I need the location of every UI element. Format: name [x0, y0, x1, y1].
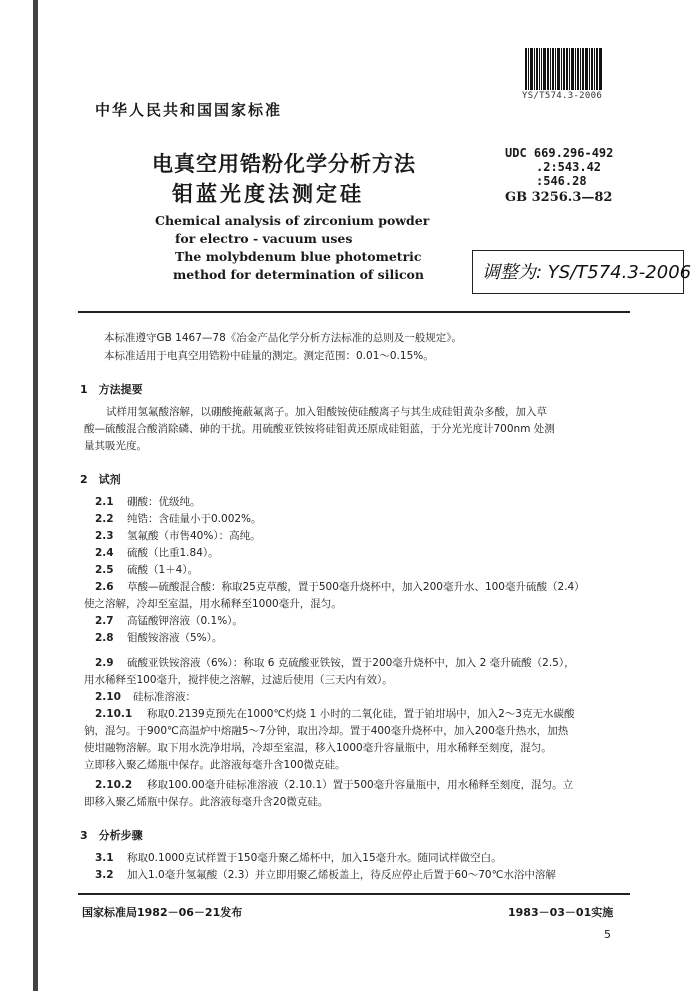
item-number: 2.4 — [95, 547, 114, 559]
item-text: 氢氟酸（市售40%）：高纯。 — [127, 530, 261, 542]
item-number: 2.8 — [95, 632, 114, 644]
item-text: 称取0.1000克试样置于150毫升聚乙烯杯中，加入15毫升水。随同试样做空白。 — [127, 852, 502, 864]
item-text: 高锰酸钾溶液（0.1%）。 — [127, 615, 243, 627]
reagent-item — [95, 613, 243, 630]
item-text: 纯锆：含硅量小于0.002%。 — [127, 513, 262, 525]
page-number: 5 — [604, 928, 611, 941]
item-text: 草酸—硫酸混合酸：称取25克草酸，置于500毫升烧杯中，加入200毫升水、100毫升硫酸（2.4） — [127, 581, 585, 593]
section-1-heading: 1 方法提要 — [80, 383, 143, 396]
item-number: 2.5 — [95, 564, 114, 576]
section-1-line-2: 酸—硫酸混合酸消除磷、砷的干扰。用硫酸亚铁铵将硅钼黄还原成硅钼蓝，于分光光度计700nm 处测 — [84, 423, 555, 435]
intro-line-1: 本标准遵守GB 1467—78《冶金产品化学分析方法标准的总则及一般规定》。 — [104, 332, 463, 344]
scan-edge-line — [33, 0, 38, 991]
title-chinese-line-1: 电真空用锆粉化学分析方法 — [152, 152, 416, 176]
item-number: 2.1 — [95, 496, 114, 508]
reagent-item — [95, 528, 261, 545]
section-1-line-3: 量其吸光度。 — [84, 440, 147, 452]
item-text-continued: 用水稀释至100毫升，搅拌使之溶解，过滤后使用（三天内有效）。 — [84, 674, 393, 686]
implementation-date: 1983－03－01实施 — [508, 906, 614, 919]
item-number: 2.10.2 — [95, 779, 133, 791]
item-text: 移取100.00毫升硅标准溶液（2.10.1）置于500毫升容量瓶中，用水稀释至刻度，混匀。立 — [147, 779, 574, 791]
item-text: 硅标准溶液： — [133, 691, 196, 703]
udc-line-2: .2:543.42 — [536, 160, 602, 174]
section-1-line-1: 试样用氢氟酸溶解，以硼酸掩蔽氟离子。加入钼酸铵使硅酸离子与其生成硅钼黄杂多酸，加入草 — [106, 406, 547, 418]
issue-date: 国家标准局1982－06－21发布 — [82, 906, 243, 919]
item-text-continued: 立即移入聚乙烯瓶中保存。此溶液每毫升含100微克硅。 — [84, 759, 346, 771]
section-3-heading: 3 分析步骤 — [80, 829, 143, 842]
item-text-continued: 使坩融物溶解。取下用水洗净坩埚，冷却至室温，移入1000毫升容量瓶中，用水稀释至刻度，混匀。 — [84, 742, 552, 754]
item-text: 钼酸铵溶液（5%）。 — [127, 632, 223, 644]
reagent-item — [95, 545, 219, 562]
adjusted-standard-handwriting: 调整为: YS/T574.3-2006 — [482, 262, 692, 283]
udc-line-1: UDC 669.296-492 — [505, 146, 614, 160]
item-number: 2.6 — [95, 581, 114, 593]
item-text-continued: 使之溶解，冷却至室温，用水稀释至1000毫升，混匀。 — [84, 598, 342, 610]
item-text: 硫酸（1＋4）。 — [127, 564, 199, 576]
item-number: 2.3 — [95, 530, 114, 542]
item-text: 硫酸亚铁铵溶液（6%）：称取 6 克硫酸亚铁铵，置于200毫升烧杯中，加入 2 毫升硫酸（2.5）， — [127, 657, 575, 669]
footer-divider — [78, 893, 630, 895]
gb-code: GB 3256.3—82 — [505, 190, 613, 205]
reagent-item — [95, 706, 574, 723]
procedure-item — [95, 850, 502, 867]
issuing-agency: 中华人民共和国国家标准 — [95, 101, 283, 119]
reagent-item — [95, 777, 573, 794]
item-text: 加入1.0毫升氢氟酸（2.3）并立即用聚乙烯板盖上，待反应停止后置于60～70℃水浴中溶解 — [127, 869, 556, 881]
intro-line-2: 本标准适用于电真空用锆粉中硅量的测定。测定范围：0.01～0.15%。 — [104, 350, 434, 362]
barcode-image — [525, 48, 617, 90]
title-english-line-2: for electro - vacuum uses — [175, 231, 353, 246]
item-number: 3.2 — [95, 869, 114, 881]
reagent-item — [95, 562, 198, 579]
item-number: 2.9 — [95, 657, 114, 669]
udc-line-3: :546.28 — [536, 174, 587, 188]
item-number: 2.2 — [95, 513, 114, 525]
title-chinese-line-2: 钼蓝光度法测定硅 — [172, 182, 364, 206]
item-text: 称取0.2139克预先在1000℃灼烧 1 小时的二氧化硅，置于铂坩埚中，加入2～3克无水碳酸 — [147, 708, 575, 720]
reagent-item — [95, 689, 196, 706]
item-text: 硫酸（比重1.84）。 — [127, 547, 219, 559]
header-divider — [78, 311, 630, 313]
reagent-item — [95, 511, 262, 528]
item-text: 硼酸：优级纯。 — [127, 496, 201, 508]
reagent-item — [95, 579, 585, 596]
item-text-continued: 钠，混匀。于900℃高温炉中熔融5～7分钟，取出冷却。置于400毫升烧杯中，加入200毫升热水，加热 — [84, 725, 569, 737]
reagent-item — [95, 655, 575, 672]
item-text-continued: 即移入聚乙烯瓶中保存。此溶液每毫升含20微克硅。 — [84, 796, 329, 808]
item-number: 3.1 — [95, 852, 114, 864]
item-number: 2.10 — [95, 691, 121, 703]
title-english-line-1: Chemical analysis of zirconium powder — [155, 213, 430, 228]
section-2-heading: 2 试剂 — [80, 473, 121, 486]
item-number: 2.10.1 — [95, 708, 133, 720]
reagent-item — [95, 630, 222, 647]
item-number: 2.7 — [95, 615, 114, 627]
barcode-number: YS/T574.3-2006 — [522, 91, 603, 101]
title-english-line-4: method for determination of silicon — [173, 267, 424, 282]
reagent-item — [95, 494, 201, 511]
title-english-line-3: The molybdenum blue photometric — [175, 249, 422, 264]
procedure-item — [95, 867, 556, 884]
